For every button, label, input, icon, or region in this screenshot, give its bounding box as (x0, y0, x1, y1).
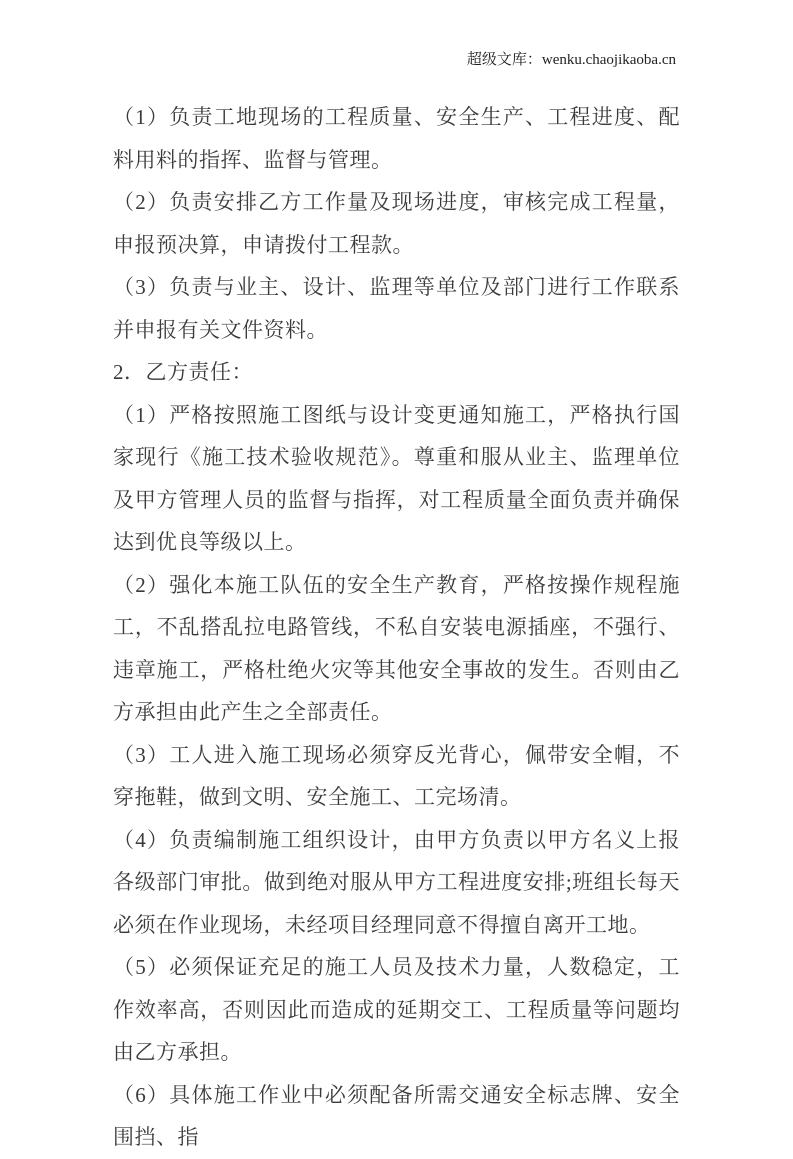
paragraph-s2-4: （4）负责编制施工组织设计，由甲方负责以甲方名义上报各级部门审批。做到绝对服从甲方工程进度安排;班组长每天必须在作业现场，未经项目经理同意不得擅自离开工地。 (113, 827, 680, 937)
paragraph-s2-2: （2）强化本施工队伍的安全生产教育，严格按操作规程施工，不乱搭乱拉电路管线，不私自安装电源插座，不强行、违章施工，严格杜绝火灾等其他安全事故的发生。否则由乙方承担由此产生之全部责任。 (113, 572, 680, 724)
paragraph-s1-2: （2）负责安排乙方工作量及现场进度，审核完成工程量，申报预决算，申请拨付工程款。 (113, 190, 680, 257)
paragraph-s1-3: （3）负责与业主、设计、监理等单位及部门进行工作联系并申报有关文件资料。 (113, 275, 680, 342)
document-body (113, 96, 680, 1159)
paragraph-s2-5: （5）必须保证充足的施工人员及技术力量，人数稳定，工作效率高，否则因此而造成的延期交工、工程质量等问题均由乙方承担。 (113, 955, 680, 1064)
paragraph-s2-6: （6）具体施工作业中必须配备所需交通安全标志牌、安全围挡、指 (113, 1082, 680, 1149)
paragraph-s1-1: （1）负责工地现场的工程质量、安全生产、工程进度、配料用料的指挥、监督与管理。 (113, 105, 680, 172)
paragraph-s2-1: （1）严格按照施工图纸与设计变更通知施工，严格执行国家现行《施工技术验收规范》。尊重和服从业主、监理单位及甲方管理人员的监督与指挥，对工程质量全面负责并确保达到优良等级以上。 (113, 402, 680, 554)
section-heading-party-b-responsibilities: 2．乙方责任： (113, 360, 253, 384)
paragraph-s2-3: （3）工人进入施工现场必须穿反光背心，佩带安全帽，不穿拖鞋，做到文明、安全施工、工完场清。 (113, 742, 680, 809)
watermark-text: 超级文库：wenku.chaojikaoba.cn (466, 52, 676, 68)
